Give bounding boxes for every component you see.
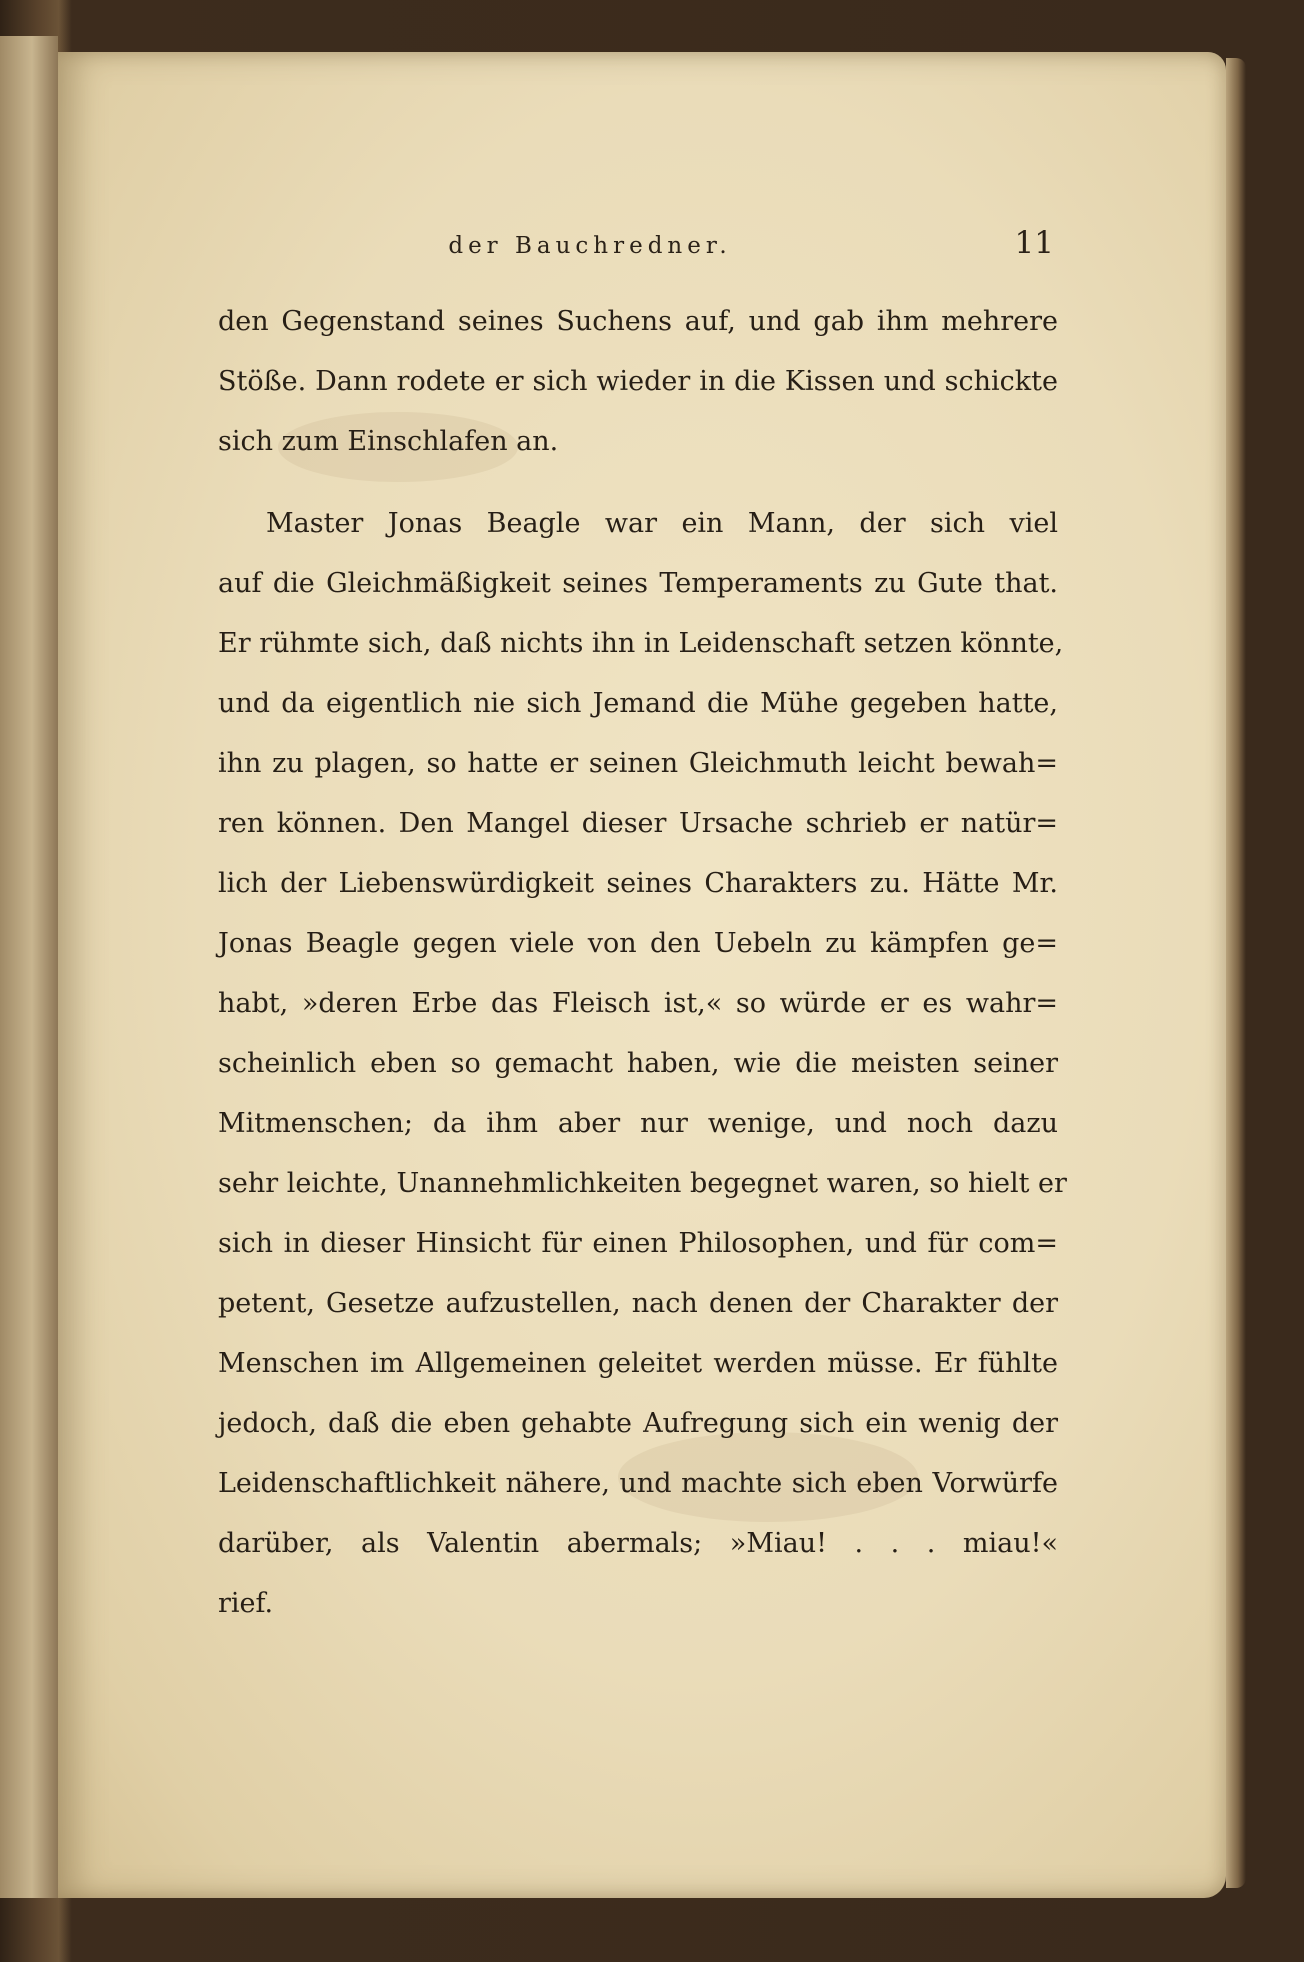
text-line: petent, Gesetze aufzustellen, nach denen der Charakter der <box>218 1288 1058 1319</box>
text-line: ren können. Den Mangel dieser Ursache schrieb er natür= <box>218 808 1058 839</box>
text-line: sich in dieser Hinsicht für einen Philosophen, und für com= <box>218 1228 1058 1259</box>
text-line: Stöße. Dann rodete er sich wieder in die Kissen und schickte <box>218 366 1058 397</box>
text-line: jedoch, daß die eben gehabte Aufregung sich ein wenig der <box>218 1408 1058 1439</box>
text-line: Menschen im Allgemeinen geleitet werden müsse. Er fühlte <box>218 1348 1058 1379</box>
text-line: Mitmenschen; da ihm aber nur wenige, und noch dazu <box>218 1108 1058 1139</box>
paragraph-2 <box>218 494 1067 1634</box>
text-line: Jonas Beagle gegen viele von den Uebeln zu kämpfen ge= <box>218 928 1058 959</box>
paragraph-gap <box>218 472 1058 494</box>
text-line: sich zum Einschlafen an. <box>218 426 559 457</box>
page-stack-edge <box>1226 58 1246 1888</box>
page-number: 11 <box>1014 225 1054 261</box>
text-line: Leidenschaftlichkeit nähere, und machte sich eben Vorwürfe <box>218 1468 1058 1499</box>
text-line: auf die Gleichmäßigkeit seines Temperaments zu Gute that. <box>218 568 1058 599</box>
body-text <box>218 292 1067 1634</box>
text-line: darüber, als Valentin abermals; »Miau! . . . miau!« <box>218 1528 1058 1559</box>
text-line: scheinlich eben so gemacht haben, wie die meisten seiner <box>218 1048 1058 1079</box>
paragraph-1 <box>218 292 1058 472</box>
text-line: Er rühmte sich, daß nichts ihn in Leidenschaft setzen könnte, <box>218 628 1064 659</box>
running-title: der Bauchredner. <box>448 233 732 259</box>
text-line: rief. <box>218 1588 274 1619</box>
text-line: sehr leichte, Unannehmlichkeiten begegnet waren, so hielt er <box>218 1168 1067 1199</box>
text-line: und da eigentlich nie sich Jemand die Mühe gegeben hatte, <box>218 688 1058 719</box>
text-line: habt, »deren Erbe das Fleisch ist,« so würde er es wahr= <box>218 988 1058 1019</box>
page-header <box>120 225 1060 275</box>
text-line: Master Jonas Beagle war ein Mann, der sich viel <box>266 508 1058 539</box>
text-line: lich der Liebenswürdigkeit seines Charakters zu. Hätte Mr. <box>218 868 1058 899</box>
left-page-edge <box>0 36 58 1898</box>
text-line: den Gegenstand seines Suchens auf, und gab ihm mehrere <box>218 306 1058 337</box>
text-line: ihn zu plagen, so hatte er seinen Gleichmuth leicht bewah= <box>218 748 1058 779</box>
